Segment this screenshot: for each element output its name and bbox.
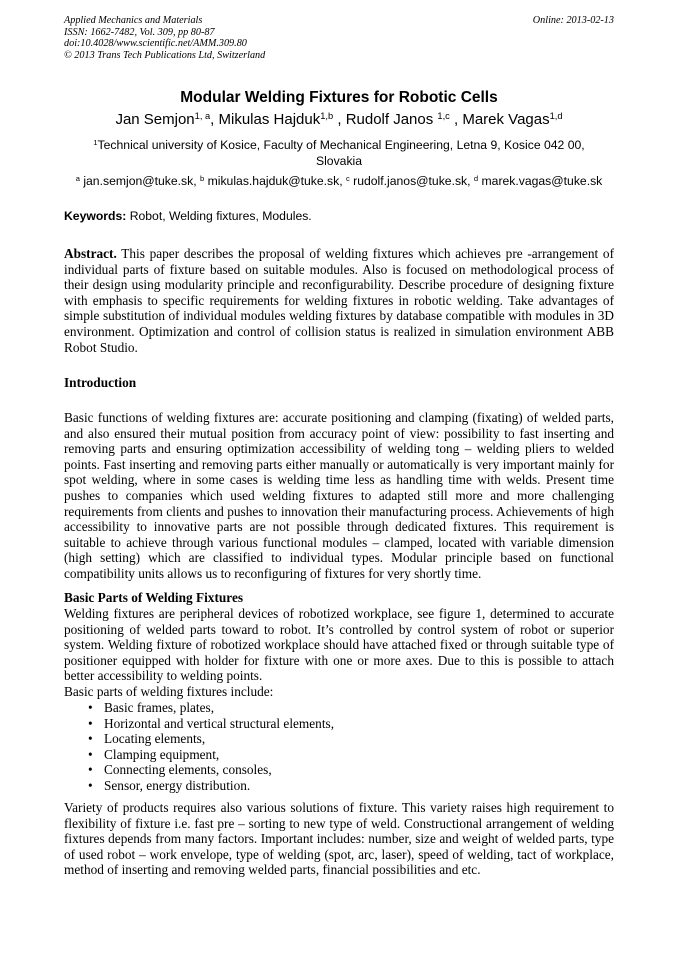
basic-parts-list: [64, 700, 334, 794]
author-separator: ,: [449, 111, 463, 128]
list-item: • Basic frames, plates,: [64, 700, 334, 716]
author-affiliation-mark: 1, a: [194, 110, 211, 121]
list-item: • Connecting elements, consoles,: [64, 762, 334, 778]
email-list: [0, 174, 678, 188]
author-separator: ,: [333, 111, 346, 128]
keywords-text: Robot, Welding fixtures, Modules.: [126, 209, 312, 223]
issn-line: ISSN: 1662-7482, Vol. 309, pp 80-87: [64, 26, 215, 38]
author-affiliation-mark: 1,d: [549, 110, 563, 121]
author-name: Marek Vagas: [462, 111, 550, 128]
list-item: • Horizontal and vertical structural elements,: [64, 716, 334, 732]
list-intro: Basic parts of welding fixtures include:: [64, 684, 274, 699]
author-name: Rudolf Janos: [345, 111, 438, 128]
list-item: • Locating elements,: [64, 731, 334, 747]
author-name: Mikulas Hajduk: [218, 111, 321, 128]
journal-header: [64, 15, 614, 61]
email-mark: a: [75, 173, 80, 183]
abstract-text: This paper describes the proposal of welding fixtures which achieves pre -arrangement of individual parts of fixture based on suitable modules. Also is focused on methodological process of their design using modularity principle and reconfigurability. Describe procedure of designing fixture with emphasis to specific requirements for welding fixtures in robotic welding. Take advantages of simple substitution of individual modules welding fixtures by database compatible with modules in 3D environment. Optimization and control of collision status is realized in simulation environment ABB Robot Studio.: [64, 246, 614, 355]
email-mark: d: [473, 173, 479, 183]
abstract-paragraph: [64, 246, 614, 355]
author-affiliation-mark: 1,c: [437, 110, 450, 121]
affiliation-mark: 1: [93, 137, 98, 147]
list-item: • Sensor, energy distribution.: [64, 778, 334, 794]
basic-parts-paragraph: Welding fixtures are peripheral devices of robotized workplace, see figure 1, determined to accurate positioning of welded parts toward to robot. It’s controlled by control system of robot or superior system. Welding fixture of robotized workplace should have attached fixed or through suitable type of positioner equipped with holder for fixture with one or more axes. Due to this is possible to attach better accessibility to welding points.: [64, 606, 614, 684]
email-address: rudolf.janos@tuke.sk,: [349, 174, 474, 188]
affiliation: [80, 138, 598, 169]
keywords-label: Keywords:: [64, 209, 127, 223]
affiliation-text: Technical university of Kosice, Faculty of Mechanical Engineering, Letna 9, Kosice 042 00, Slovakia: [97, 138, 585, 168]
online-date: Online: 2013-02-13: [532, 15, 614, 26]
paper-title: Modular Welding Fixtures for Robotic Cells: [180, 89, 498, 106]
email-mark: c: [345, 173, 350, 183]
email-mark: b: [200, 173, 205, 183]
author-name: Jan Semjon: [115, 111, 195, 128]
variety-paragraph: Variety of products requires also various solutions of fixture. This variety raises high requirement to flexibility of fixture i.e. fast pre – sorting to new type of weld. Constructional arrangement of welding fixtures depends from many factors. Important includes: number, size and weight of welded parts, type of used robot – work envelope, type of welding (spot, arc, laser), speed of welding, tact of workplace, method of inserting and removing welded parts, financial possibilities and etc.: [64, 800, 614, 878]
author-separator: ,: [210, 111, 219, 128]
abstract-label: Abstract.: [64, 246, 117, 261]
email-address: mikulas.hajduk@tuke.sk,: [204, 174, 346, 188]
basic-parts-heading: Basic Parts of Welding Fixtures: [64, 590, 244, 605]
list-item: • Clamping equipment,: [64, 747, 334, 763]
introduction-paragraph: Basic functions of welding fixtures are: accurate positioning and clamping (fixating) of welded parts, and also ensured their mutual position from accuracy point of view: possibility to fast inserting and removing parts and ensuring optimization accessibility of welding tong – welding pliers to welded points. Fast inserting and removing parts either manually or automatically is very important mainly for spot welding, where in some cases is welding time less as handling time with welds. Present time pushes to companies which used welding fixtures to adapted still more and more challenging requirements from clients and pushes to innovation their manufacturing process. Achievements of high accessibility to innovative parts are not possible through dedicated fixtures. This requirement is suitable to achieve through various functional modules – clamped, located with variable dimension (high setting) which are classified to individual types. Modular principle based on functional compatibility units allows us to reconfiguring of fixtures for very shortly time.: [64, 410, 614, 581]
copyright-line: © 2013 Trans Tech Publications Ltd, Switzerland: [64, 49, 266, 61]
keywords: [64, 209, 312, 223]
email-address: marek.vagas@tuke.sk: [478, 174, 603, 188]
author-list: [0, 111, 678, 128]
doi-line: doi:10.4028/www.scientific.net/AMM.309.80: [64, 38, 247, 50]
introduction-heading: Introduction: [64, 375, 137, 390]
email-address: jan.semjon@tuke.sk,: [79, 174, 201, 188]
journal-name: Applied Mechanics and Materials: [64, 15, 203, 26]
author-affiliation-mark: 1,b: [320, 110, 334, 121]
